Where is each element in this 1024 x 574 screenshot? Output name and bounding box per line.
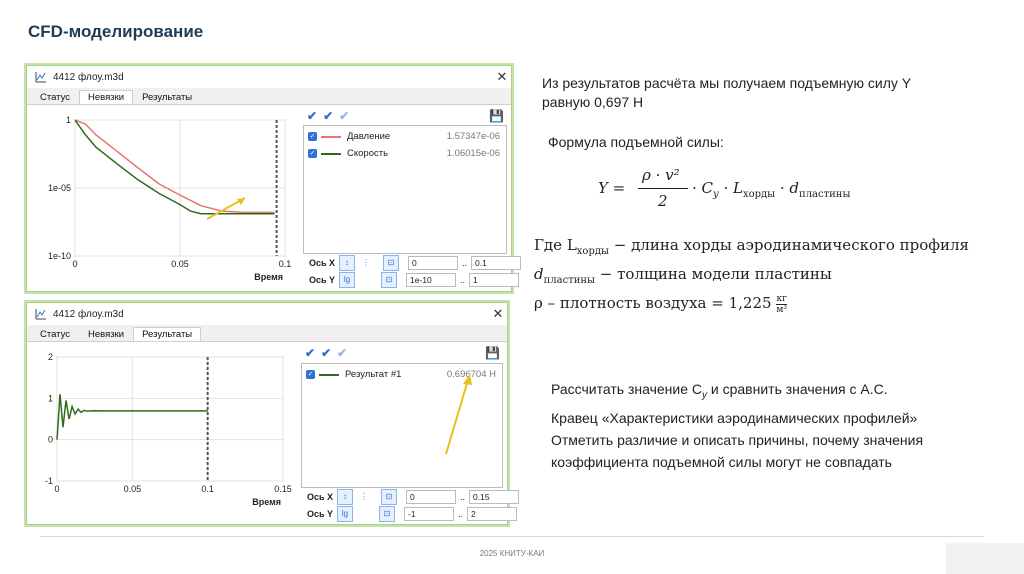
x-tick-label: 0.05 [171,259,189,269]
arrow-shaft [446,380,468,454]
chart-icon [35,308,47,320]
check-selected-icon[interactable]: ✔ [323,109,334,123]
definition-thickness: $d_{пластины}$ − толщина модели пластины [534,265,832,286]
series-value: 0.696704 Н [446,369,496,380]
definition-density: ρ – плотность воздуха = 1,225 кг м³ [534,293,787,315]
series-label: Скорость [347,148,389,159]
y-tick-label: 2 [47,352,53,362]
save-icon[interactable]: 💾 [485,346,500,360]
axis-scale-icon[interactable]: ↕ [337,489,353,505]
log-scale-icon[interactable]: lg [339,272,355,288]
axis-fit-icon[interactable]: ⊡ [379,506,395,522]
y-tick-label: 1e-10 [47,251,71,261]
plot-frame [57,357,283,481]
tab-status[interactable]: Статус [40,329,71,340]
window-title: 4412 флоу.m3d [53,71,124,83]
formula-denominator: 2 [658,192,668,210]
x-tick-label: 0.05 [123,484,142,494]
log-scale-icon[interactable]: lg [337,506,353,522]
uncheck-icon[interactable]: ✔ [339,109,350,123]
series-unit: Н [489,369,496,380]
check-toolbar [305,346,347,360]
check-toolbar [307,109,349,123]
axis-fit-icon[interactable]: ⊡ [383,255,399,271]
axis-x-row [309,255,521,271]
slide-title: CFD-моделирование [28,22,204,41]
window-titlebar [27,66,511,88]
x-tick-label: 0.1 [278,259,292,269]
legend-row-pressure[interactable] [304,131,506,142]
window-titlebar [27,303,507,325]
arrowhead [463,374,472,385]
checkbox-icon[interactable]: ✓ [309,133,316,140]
tab-residuals[interactable]: Невязки [79,90,133,104]
x-tick-label: 0 [72,259,78,269]
close-icon[interactable]: ✕ [492,306,504,321]
series-swatch [321,153,341,155]
tab-residuals[interactable]: Невязки [88,329,125,340]
series-value: 1.57347e-06 [446,131,500,142]
axis-x-row [307,489,519,505]
task-line-4: коэффициента подъемной силы могут не совпадать [551,453,892,470]
lift-formula [598,164,918,212]
axis-x-from-input[interactable]: 0 [406,490,456,504]
range-separator: .. [460,492,466,502]
check-selected-icon[interactable]: ✔ [321,346,332,360]
y-tick-label: 0 [47,434,53,445]
range-separator: .. [460,275,466,285]
residuals-chart [27,106,299,290]
axis-x-label: Ось X [307,492,334,502]
x-tick-label: 0.15 [274,484,292,494]
axis-fit-icon[interactable]: ⊡ [381,272,397,288]
save-icon[interactable]: 💾 [489,109,504,123]
fraction-bar [638,188,688,189]
axis-x-label: Ось X [309,258,336,268]
result-line-1: Из результатов расчёта мы получаем подъемную силу Y [542,75,912,91]
formula-numerator: ρ · v² [642,166,680,184]
checkbox-icon[interactable]: ✓ [309,150,316,157]
axis-x-to-input[interactable]: 0.1 [471,256,521,270]
axis-y-label: Ось Y [307,509,334,519]
axis-x-from-input[interactable]: 0 [408,256,458,270]
check-all-icon[interactable]: ✔ [307,109,318,123]
tab-bar [27,325,507,342]
residuals-window [26,65,512,292]
chart-icon [35,71,47,83]
tab-results[interactable]: Результаты [142,92,193,103]
axis-y-to-input[interactable]: 2 [467,507,517,521]
axis-y-from-input[interactable]: 1e-10 [406,273,456,287]
axis-step-icon[interactable]: ⋮ [360,492,368,501]
axis-y-row [309,272,519,288]
series-label: Давление [347,131,391,142]
formula-caption: Формула подъемной силы: [548,134,724,150]
x-tick-label: 0.1 [201,484,214,494]
axis-y-from-input[interactable]: -1 [404,507,454,521]
close-icon[interactable]: ✕ [496,69,508,84]
corner-block [946,543,1024,574]
result-text [542,74,982,112]
legend-panel [303,125,507,254]
task-text [551,378,1001,473]
y-tick-label: 1e-05 [47,183,71,193]
formula-rest: · $C_y \cdot L_{хорды} \cdot d_{пластины}$ [692,179,851,200]
annotation-arrow [410,370,490,460]
formula-lhs: Y = [598,179,626,197]
x-tick-label: 0 [54,484,60,494]
series-swatch [319,374,339,376]
tab-bar [27,88,511,105]
axis-y-to-input[interactable]: 1 [469,273,519,287]
range-separator: .. [462,258,468,268]
window-title: 4412 флоу.m3d [53,308,124,320]
uncheck-icon[interactable]: ✔ [337,346,348,360]
task-line-3: Отметить различие и описать причины, почему значения [551,431,924,448]
y-tick-label: -1 [44,476,53,486]
checkbox-icon[interactable]: ✓ [307,371,314,378]
axis-scale-icon[interactable]: ↕ [339,255,355,271]
series-swatch [321,136,341,138]
series-value: 1.06015e-06 [446,148,500,159]
axis-y-row [307,506,517,522]
results-chart [27,343,297,523]
axis-fit-icon[interactable]: ⊡ [381,489,397,505]
footer-text: 2025 КНИТУ-КАИ [479,549,545,558]
legend-row-velocity[interactable] [304,148,506,159]
series-label: Результат #1 [345,369,402,380]
y-tick-label: 1 [47,393,53,404]
axis-step-icon[interactable]: ⋮ [362,258,370,267]
axis-x-to-input[interactable]: 0.15 [469,490,519,504]
tab-status[interactable]: Статус [40,92,71,103]
footer-divider [40,536,984,537]
x-axis-label: Время [254,272,283,282]
result-line-2: равную 0,697 Н [542,94,644,110]
range-separator: .. [458,509,464,519]
task-line-1: Рассчитать значение $C_y$ и сравнить значения с А.С. [551,381,888,401]
x-axis-label: Время [252,497,281,507]
task-line-2: Кравец «Характеристики аэродинамических профилей» [551,409,918,426]
y-tick-label: 1 [65,115,71,125]
definition-chord: Где $L_{хорды}$ − длина хорды аэродинамического профиля [534,236,970,257]
tab-results[interactable]: Результаты [133,327,201,341]
definitions [534,234,1014,315]
check-all-icon[interactable]: ✔ [305,346,316,360]
axis-y-label: Ось Y [309,275,336,285]
